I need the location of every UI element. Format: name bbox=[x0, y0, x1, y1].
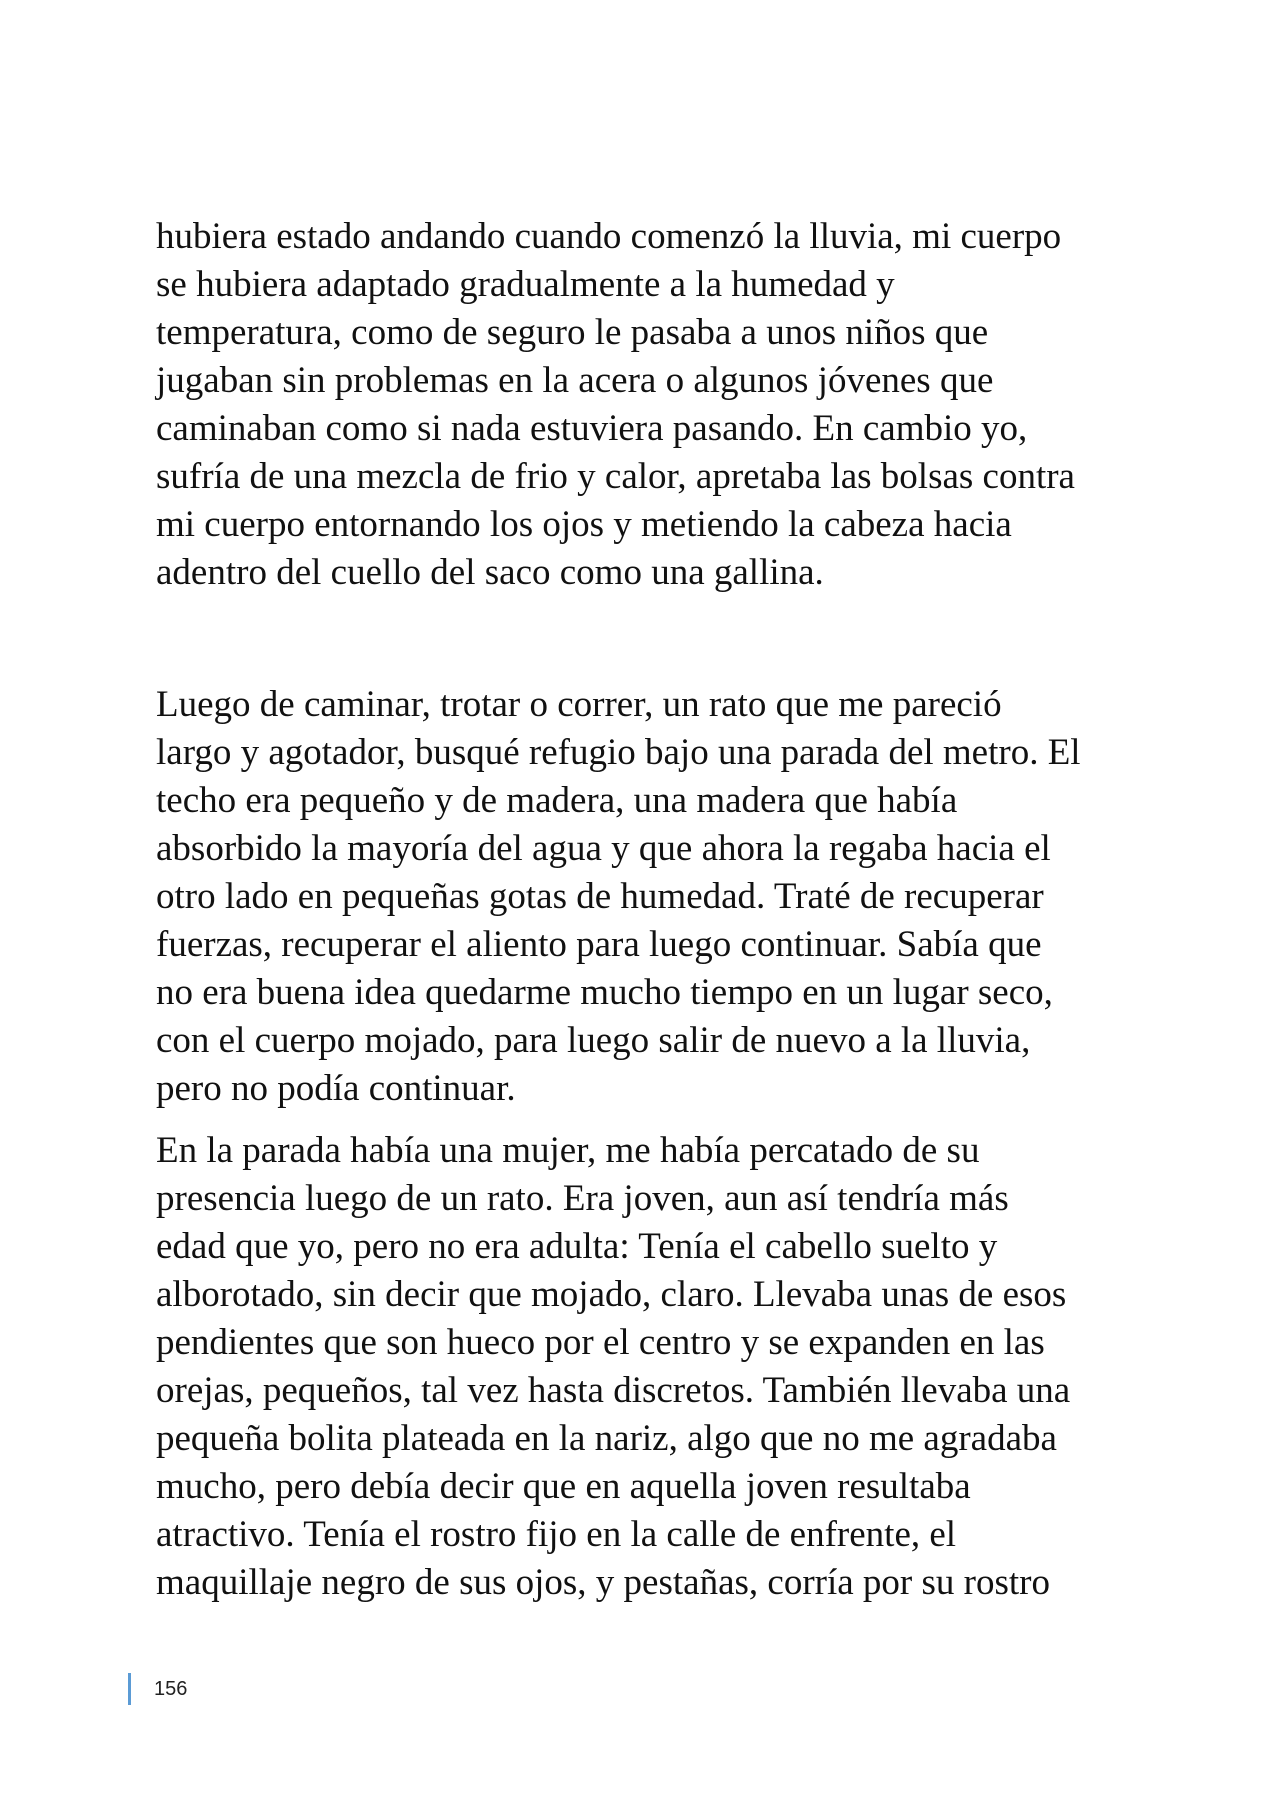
text-line: pequeña bolita plateada en la nariz, algo que no me agradaba bbox=[156, 1418, 1057, 1459]
text-line: atractivo. Tenía el rostro fijo en la calle de enfrente, el bbox=[156, 1514, 957, 1555]
page-number: 156 bbox=[154, 1677, 188, 1700]
text-line: absorbido la mayoría del agua y que ahora la regaba hacia el bbox=[156, 828, 1051, 869]
text-line: En la parada había una mujer, me había percatado de su bbox=[156, 1130, 980, 1171]
text-line: no era buena idea quedarme mucho tiempo en un lugar seco, bbox=[156, 972, 1053, 1013]
text-line: hubiera estado andando cuando comenzó la lluvia, mi cuerpo bbox=[156, 216, 1062, 257]
text-line: jugaban sin problemas en la acera o algunos jóvenes que bbox=[156, 360, 994, 401]
paragraph-spacer bbox=[156, 1113, 1136, 1127]
text-line: Luego de caminar, trotar o correr, un rato que me pareció bbox=[156, 684, 1002, 725]
text-line: fuerzas, recuperar el aliento para luego continuar. Sabía que bbox=[156, 924, 1042, 965]
text-line: temperatura, como de seguro le pasaba a unos niños que bbox=[156, 312, 989, 353]
text-line: otro lado en pequeñas gotas de humedad. Traté de recuperar bbox=[156, 876, 1044, 917]
text-line: con el cuerpo mojado, para luego salir de nuevo a la lluvia, bbox=[156, 1020, 1031, 1061]
paragraph-3 bbox=[156, 1127, 1136, 1607]
text-line: mucho, pero debía decir que en aquella joven resultaba bbox=[156, 1466, 971, 1507]
paragraph-2 bbox=[156, 681, 1136, 1113]
text-line: caminaban como si nada estuviera pasando. En cambio yo, bbox=[156, 408, 1028, 449]
text-line: alborotado, sin decir que mojado, claro. Llevaba unas de esos bbox=[156, 1274, 1067, 1315]
text-line: edad que yo, pero no era adulta: Tenía el cabello suelto y bbox=[156, 1226, 998, 1267]
text-line: sufría de una mezcla de frio y calor, apretaba las bolsas contra bbox=[156, 456, 1075, 497]
text-line: techo era pequeño y de madera, una madera que había bbox=[156, 780, 958, 821]
text-line: pero no podía continuar. bbox=[156, 1068, 516, 1109]
text-line: orejas, pequeños, tal vez hasta discretos. También llevaba una bbox=[156, 1370, 1071, 1411]
paragraph-1 bbox=[156, 213, 1136, 597]
text-line: se hubiera adaptado gradualmente a la humedad y bbox=[156, 264, 895, 305]
text-line: largo y agotador, busqué refugio bajo una parada del metro. El bbox=[156, 732, 1081, 773]
body-text bbox=[156, 213, 1136, 1607]
text-line: maquillaje negro de sus ojos, y pestañas, corría por su rostro bbox=[156, 1562, 1050, 1603]
paragraph-spacer bbox=[156, 597, 1136, 681]
text-line: mi cuerpo entornando los ojos y metiendo la cabeza hacia bbox=[156, 504, 1012, 545]
footer-accent-bar bbox=[128, 1673, 131, 1705]
page-footer bbox=[128, 1672, 187, 1706]
text-line: adentro del cuello del saco como una gallina. bbox=[156, 552, 824, 593]
text-line: presencia luego de un rato. Era joven, aun así tendría más bbox=[156, 1178, 1009, 1219]
text-line: pendientes que son hueco por el centro y se expanden en las bbox=[156, 1322, 1045, 1363]
